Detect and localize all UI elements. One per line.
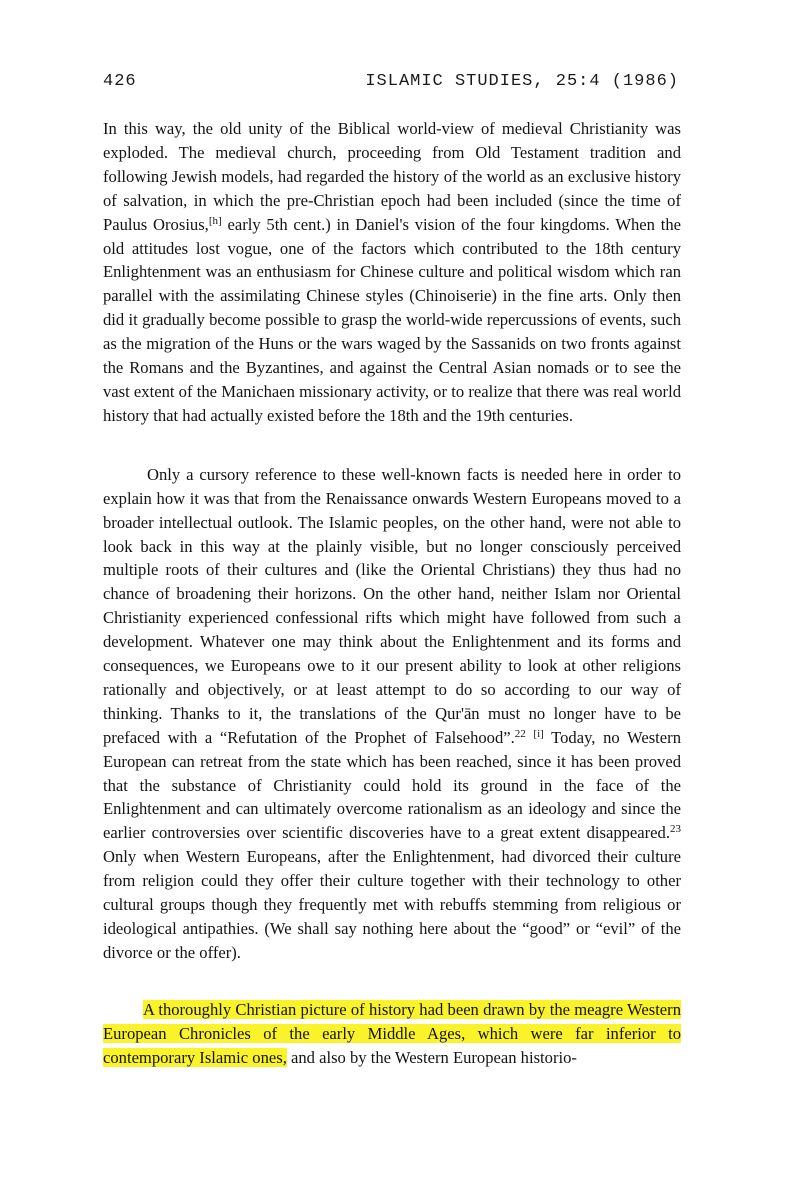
highlighted-passage[interactable]: A thoroughly Christian picture of history had been drawn by the meagre Western European Chronicles of the early Middle Ages, which were far inferior to contemporary Islamic ones,	[103, 999, 681, 1067]
footnote-ref-22: 22	[514, 727, 526, 740]
paragraph-2-text-a: Only a cursory reference to these well-known facts is needed here in order to explain how it was that from the Renaissance onwards Western Europeans moved to a broader intellectual outlook. The Islamic peoples, on the other hand, were not able to look back in this way at the plainly visible, but no longer consciously perceived multiple roots of their cultures and (like the Oriental Christians) they thus had no chance of broadening their horizons. On the other hand, neither Islam nor Oriental Christianity experienced confessional rifts which might have followed from such a development. Whatever one may think about the Enlightenment and its forms and consequences, we Europeans owe to it our present ability to look at other religions rationally and objectively, or at least attempt to do so according to our way of thinking. Thanks to it, the translations of the Qur'ān must no longer have to be prefaced with a “Refutation of the Prophet of Falsehood”.	[103, 464, 681, 747]
paragraph-1	[103, 117, 681, 428]
running-header	[103, 72, 679, 91]
body-text	[103, 117, 681, 1070]
paragraph-2-text-c: Only when Western Europeans, after the Enlightenment, had divorced their culture from religion could they offer their culture together with their technology to other cultural groups though they frequently met with rebuffs stemming from religious or ideological antipathies. (We shall say nothing here about the “good” or “evil” of the divorce or the offer).	[103, 847, 681, 962]
paragraph-3	[103, 998, 681, 1070]
paragraph-1-text-b: early 5th cent.) in Daniel's vision of the four kingdoms. When the old attitudes lost vogue, one of the factors which contributed to the 18th century Enlightenment was an enthusiasm for Chinese culture and political wisdom which ran parallel with the assimilating Chinese styles (Chinoiserie) in the fine arts. Only then did it gradually become possible to grasp the world-wide repercussions of events, such as the migration of the Huns or the wars waged by the Sassanids on two fronts against the Romans and the Byzantines, and against the Central Asian nomads or to see the vast extent of the Manichaen missionary activity, or to realize that there was real world history that had actually existed before the 18th and the 19th centuries.	[103, 214, 682, 425]
paragraph-2-text-b: Today, no Western European can retreat from the state which has been reached, since it has been proved that the substance of Christianity could hold its ground in the face of the Enlightenment and can ultimately overcome rationalism as an ideology and since the earlier controversies over scientific discoveries have to a great extent disappeared.	[103, 727, 681, 843]
paragraph-2	[103, 463, 681, 965]
footnote-marker-h: [h]	[208, 214, 222, 227]
paragraph-3-rest: and also by the Western European historio-	[286, 1047, 577, 1067]
footnote-marker-i: [i]	[533, 727, 544, 740]
journal-citation: ISLAMIC STUDIES, 25:4 (1986)	[365, 72, 679, 91]
footnote-ref-23: 23	[670, 823, 681, 836]
page-number: 426	[103, 72, 137, 91]
paragraph-1-text-a: In this way, the old unity of the Biblical world-view of medieval Christianity was exploded. The medieval church, proceeding from Old Testament tradition and following Jewish models, had regarded the history of the world as an exclusive history of salvation, in which the pre-Christian epoch had been included (since the time of Paulus Orosius,	[103, 119, 681, 234]
